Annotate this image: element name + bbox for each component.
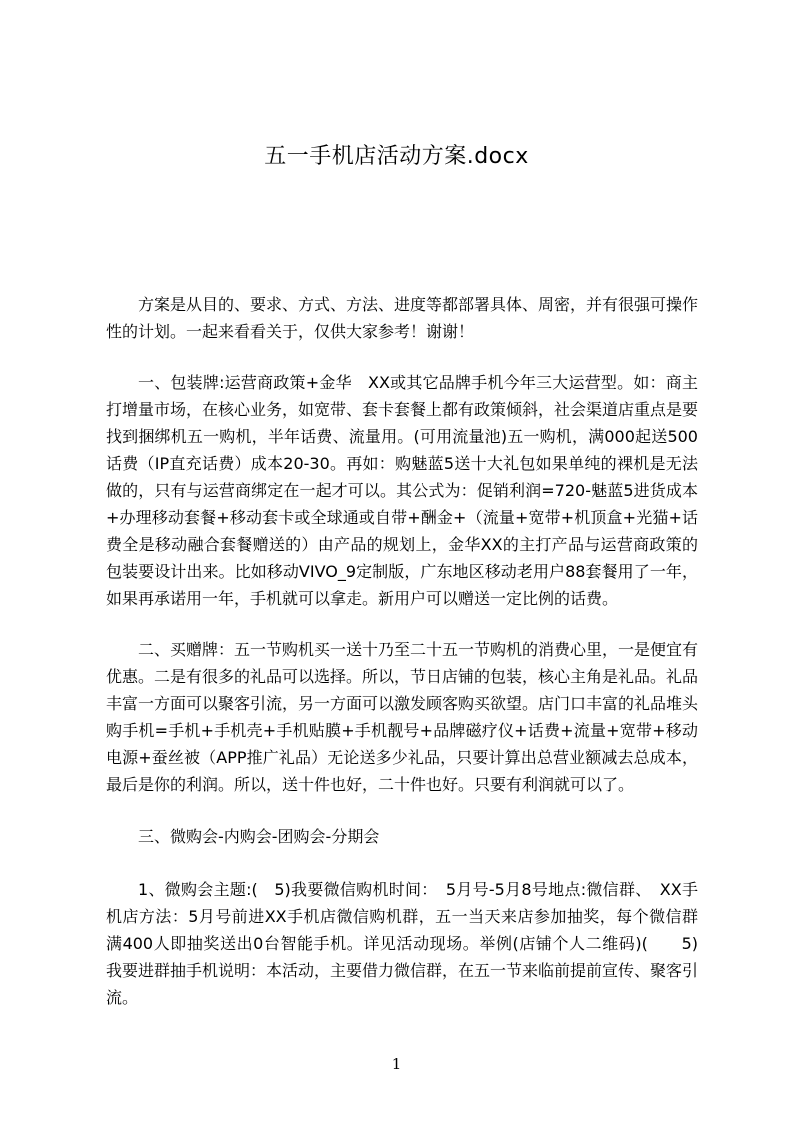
intro-paragraph: 方案是从目的、要求、方式、方法、进度等都部署具体、周密，并有很强可操作性的计划。一起来看看关于，仅供大家参考！谢谢！: [106, 295, 699, 341]
section-gift-paragraph: 二、买赠牌：五一节购机买一送十乃至二十五一节购机的消费心里，一是便宜有优惠。二是有很多的礼品可以选择。所以，节日店铺的包装，核心主角是礼品。礼品丰富一方面可以聚客引流，另一方面可以激发顾客购买欲望。店门口丰富的礼品堆头购手机=手机+手机壳+手机贴膜+手机靓号+品牌磁疗仪+话费+流量+宽带+移动电源+蚕丝被（APP推广礼品）无论送多少礼品，只要计算出总营业额减去总成本，最后是你的利润。所以，送十件也好，二十件也好。只要有利润就可以了。: [106, 640, 699, 794]
document-title: 五一手机店活动方案.docx: [264, 144, 529, 169]
page-number: 1: [391, 1055, 402, 1073]
wechat-event-paragraph: 1、微购会主题:( 5)我要微信购机时间： 5月号-5月8号地点:微信群、 XX手机店方法：5月号前进XX手机店微信购机群，五一当天来店参加抽奖，每个微信群满400人即抽奖送出0台智能手机。详见活动现场。举例(店铺个人二维码)( 5) 我要进群抽手机说明：本活动，主要借力微信群，在五一节来临前提前宣传、聚客引流。: [106, 880, 699, 1007]
section-heading-purchase-events: 三、微购会-内购会-团购会-分期会: [138, 827, 380, 846]
section-packaging-paragraph: 一、包装牌:运营商政策+金华 XX或其它品牌手机今年三大运营型。如：商主打增量市场，在核心业务，如宽带、套卡套餐上都有政策倾斜，社会渠道店重点是要找到捆绑机五一购机，半年话费、流量用。(可用流量池)五一购机，满000起送500话费（IP直充话费）成本20-30。再如：购魅蓝5送十大礼包如果单纯的裸机是无法做的，只有与运营商绑定在一起才可以。其公式为：促销利润=720-魅蓝5进货成本+办理移动套餐+移动套卡或全球通或自带+酬金+（流量+宽带+机顶盒+光猫+话费全是移动融合套餐赠送的）由产品的规划上，金华XX的主打产品与运营商政策的包装要设计出来。比如移动VIVO_9定制版，广东地区移动老用户88套餐用了一年，如果再承诺用一年，手机就可以拿走。新用户可以赠送一定比例的话费。: [106, 373, 699, 608]
